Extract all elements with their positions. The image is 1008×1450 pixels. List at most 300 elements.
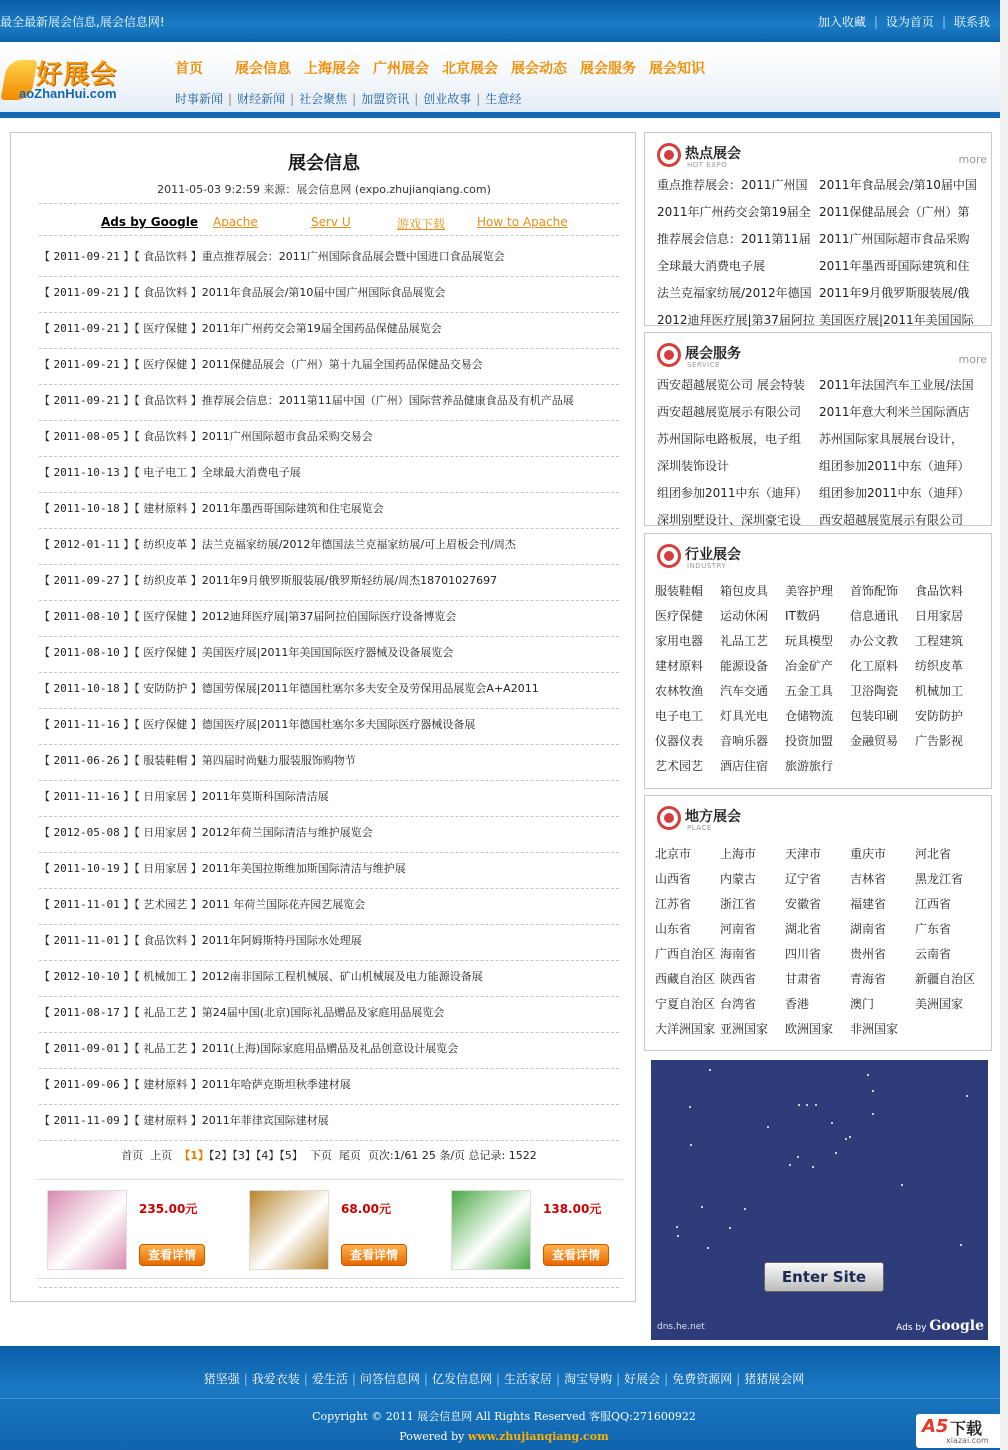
page-title: 展会信息 [288, 153, 360, 174]
row-date: 2011-06-26 [53, 754, 120, 767]
list-item[interactable]: 深圳装饰设计 [657, 459, 730, 473]
row-date: 2011-11-09 [53, 1114, 120, 1127]
list-item[interactable]: IT数码 [785, 609, 820, 623]
row-date: 2011-10-18 [53, 682, 120, 695]
list-item[interactable]: 服装鞋帽 [655, 584, 704, 598]
table-row[interactable]: 【 2012-10-10 】【 机械加工 】2012南非国际工程机械展、矿山机械展及电力能源设备展 [39, 961, 619, 997]
list-item[interactable]: 内蒙古 [720, 872, 757, 886]
set-homepage-link[interactable]: 设为首页 [885, 15, 934, 29]
table-row[interactable]: 【 2011-09-21 】【 医疗保健 】2011年广州药交会第19届全国药品保健品展览会 [39, 313, 619, 349]
ad-link-apache[interactable]: Apache [213, 215, 258, 229]
list-item[interactable]: 青海省 [850, 972, 887, 986]
star-decoration [872, 1113, 874, 1115]
row-title[interactable]: 2011年食品展会/第10届中国广州国际食品展览会 [201, 286, 446, 299]
row-title[interactable]: 2012年荷兰国际清洁与维护展览会 [201, 826, 373, 839]
footer-link[interactable]: 好展会 [624, 1372, 661, 1386]
row-category[interactable]: 安防防护 [143, 682, 188, 695]
list-item[interactable]: 礼品工艺 [720, 634, 769, 648]
product-image[interactable] [249, 1190, 329, 1270]
footer-link[interactable]: 猪猪展会网 [744, 1372, 805, 1386]
more-link[interactable]: more [958, 353, 987, 366]
table-row[interactable]: 【 2011-08-10 】【 医疗保健 】美国医疗展|2011年美国国际医疗器械及设备展览会 [39, 637, 619, 673]
list-item[interactable]: 日用家居 [915, 609, 964, 623]
table-row[interactable]: 【 2011-11-01 】【 食品饮料 】2011年阿姆斯特丹国际水处理展 [39, 925, 619, 961]
list-item[interactable]: 首饰配饰 [850, 584, 899, 598]
row-category[interactable]: 建材原料 [143, 1114, 188, 1127]
row-category[interactable]: 艺术园艺 [143, 898, 188, 911]
list-item[interactable]: 仪器仪表 [655, 734, 704, 748]
list-item[interactable]: 广东省 [915, 922, 952, 936]
expo-service-box [644, 332, 992, 526]
list-item[interactable]: 浙江省 [720, 897, 757, 911]
row-category[interactable]: 建材原料 [143, 1078, 188, 1091]
list-item[interactable]: 纺织皮革 [915, 659, 964, 673]
row-title[interactable]: 美国医疗展|2011年美国国际医疗器械及设备展览会 [201, 646, 454, 659]
powered-by [0, 1430, 1008, 1443]
pager-page-4[interactable]: 【4】 [255, 1149, 280, 1162]
box-header [657, 542, 987, 572]
star-decoration [690, 1144, 692, 1146]
list-item[interactable]: 组团参加2011中东（迪拜） [657, 486, 808, 500]
subnav-startup[interactable]: 创业故事 [423, 92, 472, 106]
row-date: 2011-11-01 [53, 934, 120, 947]
list-item[interactable]: 黑龙江省 [915, 872, 964, 886]
star-decoration [960, 1244, 962, 1246]
table-row[interactable]: 【 2011-09-01 】【 礼品工艺 】2011(上海)国际家庭用品赠品及礼品创意设计展览会 [39, 1033, 619, 1069]
contact-link[interactable]: 联系我 [953, 15, 990, 29]
star-decoration [798, 1104, 800, 1106]
list-item[interactable]: 西安超越展览展示有限公司 [657, 405, 802, 419]
hot-expo-list [657, 173, 987, 335]
list-item[interactable]: 汽车交通 [720, 684, 769, 698]
ad-link-servu[interactable]: Serv U [311, 215, 351, 229]
target-icon [657, 143, 681, 167]
pager-page-3[interactable]: 【3】 [232, 1149, 256, 1162]
row-title[interactable]: 德国医疗展|2011年德国杜塞尔多夫国际医疗器械设备展 [201, 718, 476, 731]
list-item[interactable]: 新疆自治区 [915, 972, 976, 986]
list-item[interactable]: 吉林省 [850, 872, 887, 886]
row-category[interactable]: 机械加工 [143, 970, 188, 983]
table-row[interactable]: 【 2011-10-19 】【 日用家居 】2011年美国拉斯维加斯国际清洁与维护展 [39, 853, 619, 889]
view-details-button[interactable]: 查看详情 [543, 1244, 609, 1266]
row-category[interactable]: 日用家居 [143, 826, 188, 839]
table-row[interactable]: 【 2011-08-10 】【 医疗保健 】2012迪拜医疗展|第37届阿拉伯国际医疗设备博览会 [39, 601, 619, 637]
list-item[interactable]: 天津市 [785, 847, 822, 861]
list-item[interactable]: 能源设备 [720, 659, 769, 673]
list-item[interactable]: 组团参加2011中东（迪拜） [819, 486, 970, 500]
row-date: 2011-10-18 [53, 502, 120, 515]
star-decoration [835, 1152, 837, 1154]
list-item[interactable]: 福建省 [850, 897, 887, 911]
row-title[interactable]: 2011年菲律宾国际建材展 [201, 1114, 329, 1127]
list-item[interactable]: 湖北省 [785, 922, 822, 936]
list-item[interactable]: 玩具模型 [785, 634, 834, 648]
row-date: 2011-08-17 [53, 1006, 120, 1019]
footer-link[interactable]: 猪坚强 [203, 1372, 240, 1386]
list-item[interactable]: 2011年9月俄罗斯服装展/俄 [819, 286, 970, 300]
row-title[interactable]: 第24届中国(北京)国际礼品赠品及家庭用品展览会 [201, 1006, 445, 1019]
product-item [37, 1190, 227, 1270]
row-category[interactable]: 医疗保健 [143, 718, 188, 731]
subnav-current-news[interactable]: 时事新闻 [175, 92, 224, 106]
row-category[interactable]: 医疗保健 [143, 358, 188, 371]
list-item[interactable]: 医疗保健 [655, 609, 704, 623]
star-decoration [901, 1184, 903, 1186]
table-row[interactable]: 【 2011-09-21 】【 医疗保健 】2011保健品展会（广州）第十九届全国药品保健品交易会 [39, 349, 619, 385]
google-logo-text: Google [929, 1318, 984, 1334]
list-item[interactable]: 西安超越展览展示有限公司 [819, 513, 964, 527]
list-item[interactable]: 金融贸易 [850, 734, 899, 748]
row-date: 2011-08-05 [53, 430, 120, 443]
list-item[interactable]: 箱包皮具 [720, 584, 769, 598]
subnav-society[interactable]: 社会聚焦 [299, 92, 348, 106]
ads-by-label: Ads by [896, 1323, 927, 1333]
list-item[interactable]: 美容护理 [785, 584, 834, 598]
row-category[interactable]: 纺织皮革 [143, 538, 188, 551]
list-item[interactable]: 法兰克福家纺展/2012年德国 [657, 286, 812, 300]
nav-news[interactable]: 展会动态 [511, 61, 567, 77]
more-link[interactable]: more [958, 153, 987, 166]
row-title[interactable]: 2012迪拜医疗展|第37届阿拉伯国际医疗设备博览会 [201, 610, 457, 623]
row-category[interactable]: 电子电工 [143, 466, 188, 479]
star-decoration [849, 1136, 851, 1138]
footer-link[interactable]: 我爱衣装 [251, 1372, 300, 1386]
pager-last[interactable]: 尾页 [338, 1149, 361, 1162]
list-item[interactable]: 运动休闲 [720, 609, 769, 623]
pagination [39, 1147, 619, 1163]
site-footer [0, 1346, 1008, 1450]
row-title[interactable]: 推荐展会信息：2011第11届中国（广州）国际营养品健康食品及有机产品展 [201, 394, 574, 407]
row-title[interactable]: 第四届时尚魅力服装服饰购物节 [201, 754, 356, 767]
pager-info: 页次:1/61 25 条/页 总记录: 1522 [367, 1149, 537, 1162]
row-category[interactable]: 医疗保健 [143, 322, 188, 335]
row-category[interactable]: 食品饮料 [143, 934, 188, 947]
list-item[interactable]: 电子电工 [655, 709, 704, 723]
subnav-franchise[interactable]: 加盟资讯 [361, 92, 410, 106]
row-title[interactable]: 重点推荐展会：2011广州国际食品展会暨中国进口食品展览会 [201, 250, 505, 263]
row-date: 2011-09-06 [53, 1078, 120, 1091]
nav-knowledge[interactable]: 展会知识 [649, 61, 705, 77]
list-item[interactable]: 化工原料 [850, 659, 899, 673]
list-item[interactable]: 2011年墨西哥国际建筑和住 [819, 259, 970, 273]
divider [39, 1287, 619, 1288]
star-decoration [677, 1235, 679, 1237]
row-date: 2011-09-21 [53, 322, 120, 335]
site-logo[interactable] [4, 52, 154, 104]
list-item[interactable]: 北京市 [655, 847, 692, 861]
list-item[interactable]: 酒店住宿 [720, 759, 769, 773]
row-date: 2011-09-01 [53, 1042, 120, 1055]
row-title[interactable]: 2011年哈萨克斯坦秋季建材展 [201, 1078, 351, 1091]
star-decoration [701, 1206, 703, 1208]
hot-expo-box [644, 132, 992, 326]
box-header [657, 341, 987, 371]
table-row[interactable]: 【 2011-09-06 】【 建材原料 】2011年哈萨克斯坦秋季建材展 [39, 1069, 619, 1105]
enter-site-button[interactable]: Enter Site [764, 1262, 884, 1292]
product-image[interactable] [47, 1190, 127, 1270]
list-item[interactable]: 四川省 [785, 947, 822, 961]
table-row[interactable]: 【 2011-11-01 】【 艺术园艺 】2011 年荷兰国际花卉园艺展览会 [39, 889, 619, 925]
row-category[interactable]: 食品饮料 [143, 286, 188, 299]
row-title[interactable]: 2011保健品展会（广州）第十九届全国药品保健品交易会 [201, 358, 483, 371]
nav-service[interactable]: 展会服务 [580, 61, 636, 77]
ad-domain: dns.he.net [657, 1322, 705, 1332]
site-header [0, 42, 1008, 118]
list-item[interactable]: 家用电器 [655, 634, 704, 648]
list-item[interactable]: 建材原料 [655, 659, 704, 673]
list-item[interactable]: 西藏自治区 [655, 972, 716, 986]
powered-by-link[interactable]: www.zhujianqiang.com [467, 1430, 609, 1443]
list-item[interactable]: 辽宁省 [785, 872, 822, 886]
list-item[interactable]: 上海市 [720, 847, 757, 861]
row-date: 2011-09-21 [53, 358, 120, 371]
row-category[interactable]: 服装鞋帽 [143, 754, 188, 767]
list-item[interactable]: 美国医疗展|2011年美国国际 [819, 313, 974, 327]
row-category[interactable]: 食品饮料 [143, 430, 188, 443]
row-title[interactable]: 法兰克福家纺展/2012年德国法兰克福家纺展/可上眉板会刊/周杰 [201, 538, 516, 551]
list-item[interactable]: 2011年法国汽车工业展/法国 [819, 378, 974, 392]
box-title: 地方展会 [685, 809, 741, 825]
table-row[interactable]: 【 2011-09-21 】【 食品饮料 】推荐展会信息：2011第11届中国（广州）国际营养品健康食品及有机产品展 [39, 385, 619, 421]
row-date: 2011-11-16 [53, 718, 120, 731]
list-item[interactable]: 农林牧渔 [655, 684, 704, 698]
list-item[interactable]: 全球最大消费电子展 [657, 259, 766, 273]
list-item[interactable]: 山西省 [655, 872, 692, 886]
row-title[interactable]: 2011(上海)国际家庭用品赠品及礼品创意设计展览会 [201, 1042, 459, 1055]
add-favorite-link[interactable]: 加入收藏 [817, 15, 866, 29]
main-nav [175, 58, 718, 78]
star-decoration [815, 1104, 817, 1106]
list-item[interactable]: 安徽省 [785, 897, 822, 911]
pager-prev[interactable]: 上页 [150, 1149, 173, 1162]
download-label: 下载 [950, 1419, 983, 1438]
table-row[interactable]: 【 2011-09-21 】【 食品饮料 】重点推荐展会：2011广州国际食品展会暨中国进口食品展览会 [39, 241, 619, 277]
product-image[interactable] [451, 1190, 531, 1270]
star-decoration [831, 1122, 833, 1124]
list-item[interactable]: 海南省 [720, 947, 757, 961]
nav-beijing[interactable]: 北京展会 [442, 61, 498, 77]
pager-next[interactable]: 下页 [309, 1149, 332, 1162]
list-item[interactable]: 工程建筑 [915, 634, 964, 648]
row-category[interactable]: 建材原料 [143, 502, 188, 515]
footer-link[interactable]: 淘宝导购 [564, 1372, 613, 1386]
pager-page-2[interactable]: 【2】 [208, 1149, 233, 1162]
list-item[interactable]: 2011年食品展会/第10届中国 [819, 178, 977, 192]
table-row[interactable]: 【 2011-11-16 】【 医疗保健 】德国医疗展|2011年德国杜塞尔多夫国际医疗器械设备展 [39, 709, 619, 745]
pager-first[interactable]: 首页 [121, 1149, 144, 1162]
list-item[interactable]: 欧洲国家 [785, 1022, 834, 1036]
list-item[interactable]: 冶金矿产 [785, 659, 834, 673]
footer-link[interactable]: 免费资源网 [672, 1372, 733, 1386]
list-item[interactable]: 深圳别墅设计、深圳豪宅设 [657, 513, 802, 527]
row-category[interactable]: 纺织皮革 [143, 574, 188, 587]
table-row[interactable]: 【 2011-08-05 】【 食品饮料 】2011广州国际超市食品采购交易会 [39, 421, 619, 457]
list-item[interactable]: 江西省 [915, 897, 952, 911]
subnav-business[interactable]: 生意经 [485, 92, 522, 106]
divider [39, 203, 619, 204]
row-category[interactable]: 食品饮料 [143, 250, 188, 263]
list-item[interactable]: 苏州国际家具展展台设计， [819, 432, 964, 446]
table-row[interactable]: 【 2011-10-13 】【 电子电工 】全球最大消费电子展 [39, 457, 619, 493]
view-details-button[interactable]: 查看详情 [139, 1244, 205, 1266]
list-item[interactable]: 河南省 [720, 922, 757, 936]
list-item[interactable]: 灯具光电 [720, 709, 769, 723]
row-category[interactable]: 礼品工艺 [143, 1006, 188, 1019]
row-title[interactable]: 全球最大消费电子展 [201, 466, 301, 479]
row-title[interactable]: 2011年阿姆斯特丹国际水处理展 [201, 934, 362, 947]
list-item[interactable]: 重庆市 [850, 847, 887, 861]
list-item[interactable]: 山东省 [655, 922, 692, 936]
list-item[interactable]: 西安超越展览公司 展会特装 [657, 378, 805, 392]
table-row[interactable]: 【 2011-09-27 】【 纺织皮革 】2011年9月俄罗斯服装展/俄罗斯轻纺展/周杰18701027697 [39, 565, 619, 601]
row-title[interactable]: 2011年美国拉斯维加斯国际清洁与维护展 [201, 862, 406, 875]
target-icon [657, 343, 681, 367]
box-subtitle: SERVICE [687, 361, 721, 369]
list-item[interactable]: 组团参加2011中东（迪拜） [819, 459, 970, 473]
list-item[interactable]: 贵州省 [850, 947, 887, 961]
list-item[interactable]: 湖南省 [850, 922, 887, 936]
powered-by-label: Powered by [399, 1430, 465, 1443]
row-date: 2011-09-21 [53, 250, 120, 263]
row-title[interactable]: 2011年墨西哥国际建筑和住宅展览会 [201, 502, 384, 515]
article-meta: 2011-05-03 9:2:59 来源：展会信息网 (expo.zhujianqiang.com) [157, 183, 491, 196]
ads-by-google-label[interactable]: Ads by Google [101, 215, 198, 229]
list-item[interactable]: 香港 [785, 997, 810, 1011]
list-item[interactable]: 投资加盟 [785, 734, 834, 748]
list-item[interactable]: 美洲国家 [915, 997, 964, 1011]
product-item [239, 1190, 429, 1270]
star-decoration [707, 1247, 709, 1249]
list-item[interactable]: 甘肃省 [785, 972, 822, 986]
list-item[interactable]: 陕西省 [720, 972, 757, 986]
row-title[interactable]: 2011年莫斯科国际清洁展 [201, 790, 329, 803]
table-row[interactable]: 【 2011-11-16 】【 日用家居 】2011年莫斯科国际清洁展 [39, 781, 619, 817]
row-title[interactable]: 2012南非国际工程机械展、矿山机械展及电力能源设备展 [201, 970, 483, 983]
pager-page-5[interactable]: 【5】 [279, 1149, 303, 1162]
footer-link[interactable]: 问答信息网 [359, 1372, 420, 1386]
star-decoration [797, 1156, 799, 1158]
row-category[interactable]: 食品饮料 [143, 394, 188, 407]
table-row[interactable]: 【 2011-11-09 】【 建材原料 】2011年菲律宾国际建材展 [39, 1105, 619, 1141]
list-item[interactable]: 云南省 [915, 947, 952, 961]
table-row[interactable]: 【 2011-09-21 】【 食品饮料 】2011年食品展会/第10届中国广州国际食品展览会 [39, 277, 619, 313]
box-title: 展会服务 [685, 346, 741, 362]
list-item[interactable]: 仓储物流 [785, 709, 834, 723]
list-item[interactable]: 食品饮料 [915, 584, 964, 598]
list-item[interactable]: 江苏省 [655, 897, 692, 911]
list-item[interactable]: 推荐展会信息：2011第11届 [657, 232, 811, 246]
nav-home[interactable]: 首页 [175, 61, 203, 77]
footer-link[interactable]: 爱生活 [311, 1372, 348, 1386]
box-subtitle: PLACE [687, 824, 712, 832]
table-row[interactable]: 【 2011-10-18 】【 安防防护 】德国劳保展|2011年德国杜塞尔多夫安全及劳保用品展览会A+A2011 [39, 673, 619, 709]
table-row[interactable]: 【 2011-08-17 】【 礼品工艺 】第24届中国(北京)国际礼品赠品及家庭用品展览会 [39, 997, 619, 1033]
list-item[interactable]: 广西自治区 [655, 947, 716, 961]
list-item[interactable]: 2011广州国际超市食品采购 [819, 232, 970, 246]
place-expo-box [644, 795, 992, 1051]
list-item[interactable]: 卫浴陶瓷 [850, 684, 899, 698]
divider [39, 235, 619, 236]
table-row[interactable]: 【 2011-10-18 】【 建材原料 】2011年墨西哥国际建筑和住宅展览会 [39, 493, 619, 529]
list-item[interactable]: 宁夏自治区 [655, 997, 716, 1011]
nav-shanghai[interactable]: 上海展会 [304, 61, 360, 77]
star-decoration [689, 1106, 691, 1108]
table-row[interactable]: 【 2012-01-11 】【 纺织皮革 】法兰克福家纺展/2012年德国法兰克福家纺展/可上眉板会刊/周杰 [39, 529, 619, 565]
list-item[interactable]: 非洲国家 [850, 1022, 899, 1036]
star-decoration [867, 1074, 869, 1076]
list-item[interactable]: 信息通讯 [850, 609, 899, 623]
nav-guangzhou[interactable]: 广州展会 [373, 61, 429, 77]
expo-service-list [657, 373, 987, 535]
ad-link-game-download[interactable]: 游戏下载 [397, 217, 446, 231]
table-row[interactable]: 【 2011-06-26 】【 服装鞋帽 】第四届时尚魅力服装服饰购物节 [39, 745, 619, 781]
list-item[interactable]: 办公文教 [850, 634, 899, 648]
box-title: 行业展会 [685, 547, 741, 563]
box-subtitle: HOT EXPO [687, 161, 728, 169]
subnav-finance-news[interactable]: 财经新闻 [237, 92, 286, 106]
list-item[interactable]: 艺术园艺 [655, 759, 704, 773]
row-category[interactable]: 日用家居 [143, 790, 188, 803]
list-item[interactable]: 包装印刷 [850, 709, 899, 723]
list-item[interactable]: 旅游旅行 [785, 759, 834, 773]
list-item[interactable]: 广告影视 [915, 734, 964, 748]
list-item[interactable]: 音响乐器 [720, 734, 769, 748]
list-item[interactable]: 亚洲国家 [720, 1022, 769, 1036]
google-ads-links [39, 213, 619, 233]
ad-link-how-to-apache[interactable]: How to Apache [477, 215, 568, 229]
row-title[interactable]: 2011年广州药交会第19届全国药品保健品展览会 [201, 322, 442, 335]
row-date: 2012-10-10 [53, 970, 120, 983]
row-date: 2011-11-01 [53, 898, 120, 911]
row-title[interactable]: 2011年9月俄罗斯服装展/俄罗斯轻纺展/周杰18701027697 [201, 574, 498, 587]
list-item[interactable]: 机械加工 [915, 684, 964, 698]
row-category[interactable]: 医疗保健 [143, 610, 188, 623]
row-category[interactable]: 日用家居 [143, 862, 188, 875]
list-item[interactable]: 安防防护 [915, 709, 964, 723]
star-decoration [744, 1208, 746, 1210]
row-title[interactable]: 德国劳保展|2011年德国杜塞尔多夫安全及劳保用品展览会A+A2011 [201, 682, 539, 695]
row-date: 2012-05-08 [53, 826, 120, 839]
list-item[interactable]: 澳门 [850, 997, 875, 1011]
google-ad-banner[interactable] [651, 1060, 988, 1340]
footer-link[interactable]: 生活家居 [504, 1372, 553, 1386]
list-item[interactable]: 2011年意大利米兰国际酒店 [819, 405, 970, 419]
star-decoration [709, 1069, 711, 1071]
view-details-button[interactable]: 查看详情 [341, 1244, 407, 1266]
list-item[interactable]: 重点推荐展会：2011广州国 [657, 178, 808, 192]
row-title[interactable]: 2011 年荷兰国际花卉园艺展览会 [201, 898, 366, 911]
list-item[interactable]: 苏州国际电路板展，电子组 [657, 432, 802, 446]
a5-download-badge[interactable] [916, 1414, 1006, 1448]
list-item[interactable]: 台湾省 [720, 997, 757, 1011]
list-item[interactable]: 五金工具 [785, 684, 834, 698]
list-item[interactable]: 2011年广州药交会第19届全 [657, 205, 811, 219]
ads-by-google[interactable] [896, 1318, 984, 1334]
row-category[interactable]: 礼品工艺 [143, 1042, 188, 1055]
row-category[interactable]: 医疗保健 [143, 646, 188, 659]
row-date: 2011-09-21 [53, 286, 120, 299]
footer-link[interactable]: 亿发信息网 [431, 1372, 492, 1386]
table-row[interactable]: 【 2012-05-08 】【 日用家居 】2012年荷兰国际清洁与维护展览会 [39, 817, 619, 853]
list-item[interactable]: 2012迪拜医疗展|第37届阿拉 [657, 313, 815, 327]
location-icon [657, 806, 681, 830]
list-item[interactable]: 大洋洲国家 [655, 1022, 716, 1036]
row-title[interactable]: 2011广州国际超市食品采购交易会 [201, 430, 373, 443]
list-item[interactable]: 2011保健品展会（广州）第 [819, 205, 970, 219]
list-item[interactable]: 河北省 [915, 847, 952, 861]
scrollbar[interactable] [1000, 0, 1008, 1450]
nav-expo-info[interactable]: 展会信息 [235, 61, 291, 77]
